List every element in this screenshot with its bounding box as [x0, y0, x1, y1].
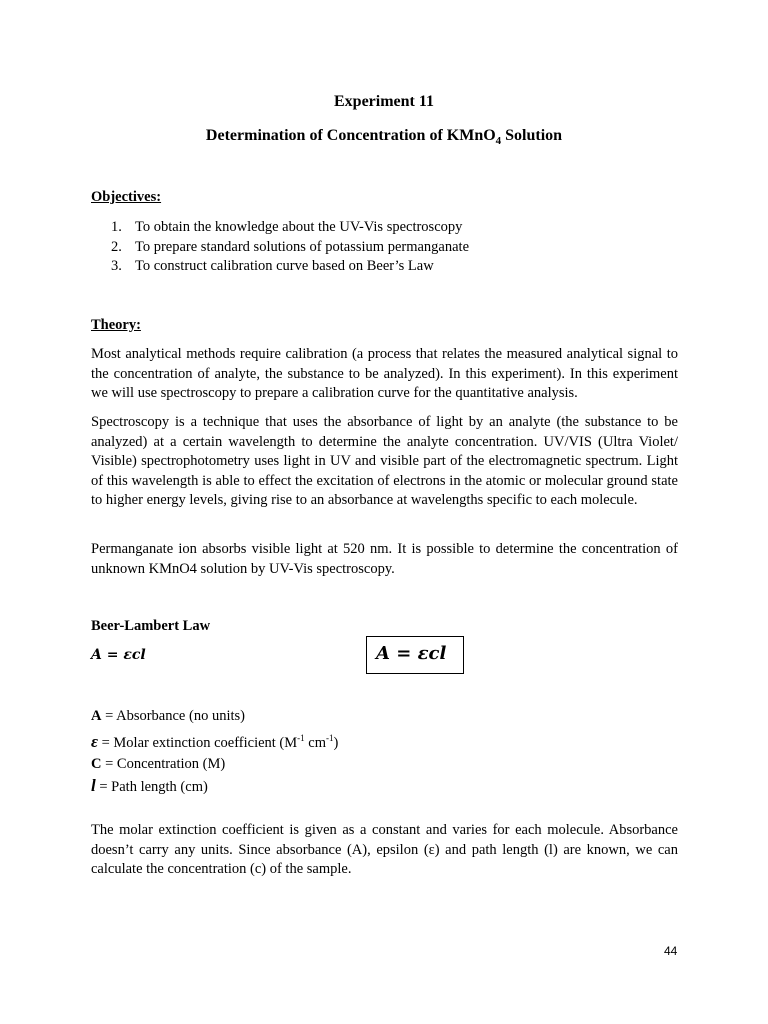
definition-text: cm — [304, 734, 326, 751]
superscript: -1 — [326, 732, 334, 743]
list-item — [111, 238, 469, 258]
definition-text: ) — [333, 734, 339, 751]
objectives-list — [111, 218, 469, 277]
theory-paragraph-3: Permanganate ion absorbs visible light at 520 nm. It is possible to determine the concentration of unknown KMnO4 solution by UV-Vis spectroscopy. — [91, 541, 678, 577]
definition-text: = Absorbance (no units) — [101, 708, 245, 724]
item-number: 1. — [111, 219, 122, 235]
list-item — [111, 218, 469, 238]
equation-inline: A = εcl — [91, 647, 146, 663]
superscript: -1 — [297, 732, 305, 743]
symbol-epsilon: ε — [91, 731, 98, 751]
item-text: To prepare standard solutions of potassium permanganate — [135, 238, 470, 255]
title-prefix: Determination of Concentration of KMnO — [205, 127, 496, 144]
definition-concentration — [91, 754, 338, 776]
item-text: To construct calibration curve based on Beer’s Law — [135, 258, 434, 274]
definition-path-length — [91, 775, 338, 799]
theory-heading: Theory: — [91, 317, 141, 333]
definition-text: = Molar extinction coefficient (M — [97, 734, 298, 751]
experiment-number: Experiment 11 — [334, 93, 434, 110]
list-item — [111, 257, 469, 277]
symbol-c: C — [91, 755, 102, 772]
definitions-list — [91, 706, 338, 799]
definition-text: = Concentration (M) — [101, 755, 226, 772]
closing-paragraph: The molar extinction coefficient is given as a constant and varies for each molecule. Absorbance doesn’t carry any units. Since absorbance (A), epsilon (ε) and path length (l) are known, we can calculate the concentration (c) of the sample. — [91, 822, 678, 877]
theory-paragraph-2: Spectroscopy is a technique that uses the absorbance of light by an analyte (the substance to be analyzed) at a certain wavelength to determine the analyte concentration. UV/VIS (Ultra Violet/ Visible) spectrophotometry uses light in UV and visible part of the electromagnetic spectrum. Light of this wavelength is able to effect the excitation of electrons in the atomic or molecular ground state to higher energy levels, giving rise to an absorbance at wavelengths specific to each molecule. — [91, 414, 678, 508]
item-number: 3. — [111, 258, 122, 274]
symbol-l: l — [91, 776, 96, 796]
item-number: 2. — [111, 238, 122, 255]
theory-paragraph-1: Most analytical methods require calibration (a process that relates the measured analytical signal to the concentration of analyte, the substance to be analyzed). In this experiment). In this experiment we will use spectroscopy to prepare a calibration curve for the quantitative analysis. — [91, 346, 678, 401]
title-subscript: 4 — [495, 135, 502, 148]
equation-box: A = εcl — [366, 636, 464, 674]
objectives-heading: Objectives: — [91, 189, 162, 205]
item-text: To obtain the knowledge about the UV-Vis spectroscopy — [135, 219, 463, 235]
title-suffix: Solution — [501, 127, 563, 144]
definition-epsilon — [91, 728, 338, 754]
experiment-title — [0, 127, 768, 147]
symbol-a: A — [91, 708, 102, 724]
page-number: 44 — [664, 944, 678, 958]
beer-lambert-heading: Beer-Lambert Law — [91, 618, 211, 634]
definition-text: = Path length (cm) — [95, 779, 208, 796]
definition-absorbance — [91, 706, 338, 728]
